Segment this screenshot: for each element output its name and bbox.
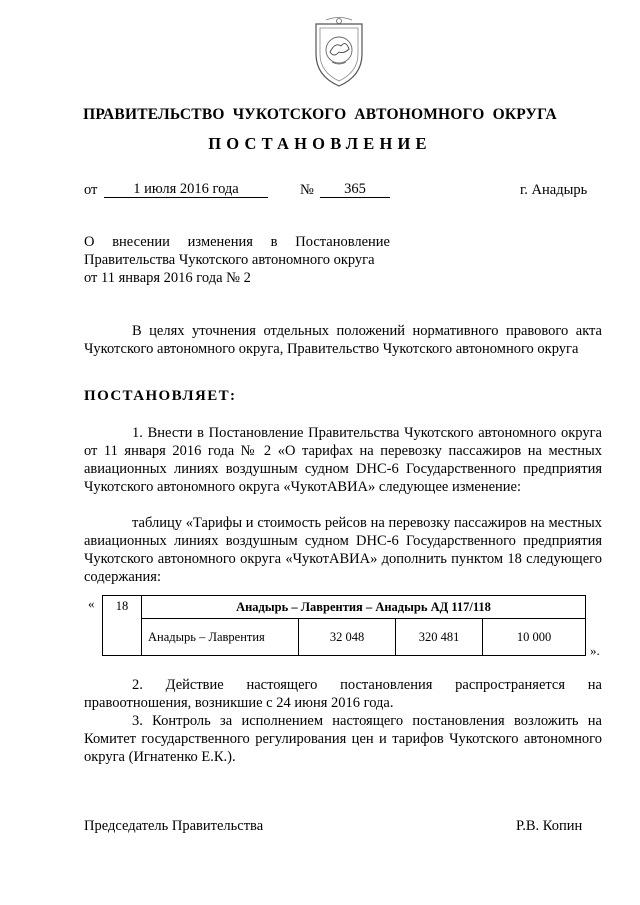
number-field	[320, 180, 390, 198]
from-label: от	[84, 182, 98, 198]
row-number: 18	[103, 596, 142, 656]
document-type-title: ПОСТАНОВЛЕНИЕ	[208, 134, 432, 153]
decree-subject	[84, 233, 390, 287]
table-row	[103, 596, 586, 619]
subject-line-2: Правительства Чукотского автономного округа	[84, 252, 375, 268]
number-label: №	[300, 182, 314, 198]
value-cell-1: 32 048	[299, 619, 396, 656]
route-cell: Анадырь – Лаврентия	[142, 619, 299, 656]
table-close-quote: ».	[590, 643, 600, 658]
item-1: 1. Внести в Постановление Правительства Чукотского автономного округа от 11 января 2016 года № 2 «О тарифах на перевозку пассажиров на местных авиационных линиях воздушным судном DHC-6 Государственного предприятия Чукотского автономного округа «ЧукотАВИА» следующее изменение:	[84, 425, 602, 495]
preamble: В целях уточнения отдельных положений нормативного правового акта Чукотского автономного округа, Правительство Чукотского автономного округа	[84, 323, 602, 357]
signature-position: Председатель Правительства	[84, 818, 264, 834]
item-2: 2. Действие настоящего постановления распространяется на правоотношения, возникшие с 24 июня 2016 года.	[84, 677, 602, 711]
tariff-table	[102, 595, 586, 656]
table-open-quote: «	[88, 596, 95, 611]
item-1-subtext: таблицу «Тарифы и стоимость рейсов на перевозку пассажиров на местных авиационных линиях воздушным судном DHC-6 Государственного предприятия Чукотского автономного округа «ЧукотАВИА» дополнить пунктом 18 следующего содержания:	[84, 515, 602, 585]
city: г. Анадырь	[520, 182, 588, 198]
signature-name: Р.В. Копин	[516, 818, 583, 834]
value-cell-3: 10 000	[483, 619, 586, 656]
subject-line-1: О внесении изменения в Постановление	[84, 234, 390, 250]
table-row	[103, 619, 586, 656]
decree-word: ПОСТАНОВЛЯЕТ:	[84, 388, 237, 404]
subject-line-3: от 11 января 2016 года № 2	[84, 270, 251, 286]
route-header: Анадырь – Лаврентия – Анадырь АД 117/118	[142, 596, 586, 619]
decree-number: 365	[320, 181, 390, 198]
government-title: ПРАВИТЕЛЬСТВО ЧУКОТСКОГО АВТОНОМНОГО ОКРУГА	[83, 106, 557, 123]
item-3: 3. Контроль за исполнением настоящего постановления возложить на Комитет государственного регулирования цен и тарифов Чукотского автономного округа (Игнатенко Е.К.).	[84, 713, 602, 765]
coat-of-arms-icon	[308, 16, 370, 88]
decree-date: 1 июля 2016 года	[104, 181, 268, 198]
value-cell-2: 320 481	[396, 619, 483, 656]
date-field	[104, 180, 268, 198]
